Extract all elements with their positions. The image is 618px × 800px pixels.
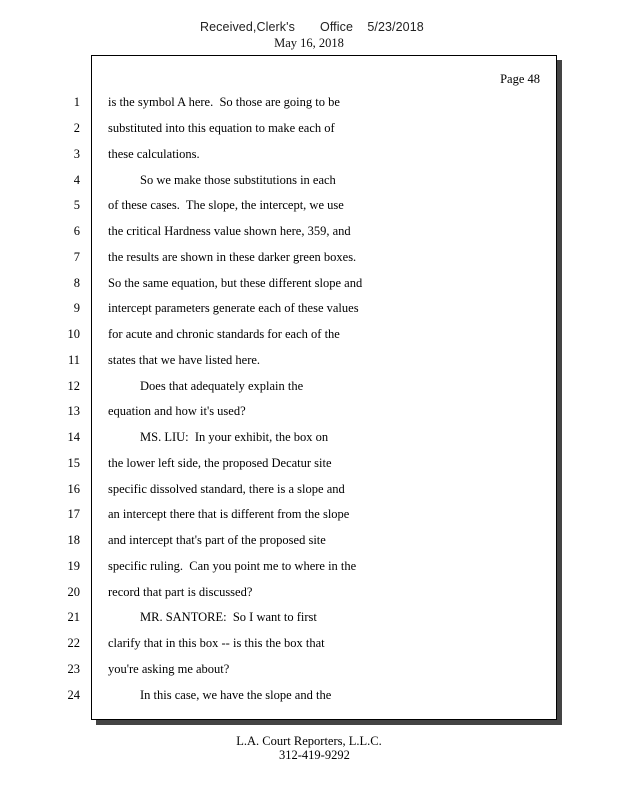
line-number: 1 [73,95,80,109]
line-number: 16 [67,482,80,496]
received-stamp: Received,Clerk's Office 5/23/2018 [200,20,424,34]
transcript-line: substituted into this equation to make each of [108,121,335,135]
line-number: 17 [67,507,80,521]
line-number: 23 [67,662,80,676]
transcript-line: an intercept there that is different from the slope [108,507,350,521]
page-number: Page 48 [500,72,540,86]
transcript-line: intercept parameters generate each of these values [108,301,359,315]
transcript-line: Does that adequately explain the [140,379,304,393]
line-number: 12 [67,379,80,393]
line-number: 19 [67,559,80,573]
transcript-line: the lower left side, the proposed Decatur site [108,456,332,470]
line-number: 13 [67,404,80,418]
line-number: 20 [67,585,80,599]
line-number: 2 [73,121,80,135]
line-number: 18 [67,533,80,547]
transcript-line: record that part is discussed? [108,585,253,599]
transcript-line: and intercept that's part of the proposed site [108,533,326,547]
line-number: 6 [73,224,80,238]
transcript-line: the critical Hardness value shown here, 359, and [108,224,351,238]
transcript-line: MS. LIU: In your exhibit, the box on [140,430,329,444]
transcript-line: you're asking me about? [108,662,230,676]
line-number: 9 [73,301,80,315]
line-number: 21 [67,610,80,624]
line-number: 7 [73,250,80,264]
transcript-line: clarify that in this box -- is this the box that [108,636,325,650]
transcript-line: So we make those substitutions in each [140,173,336,187]
transcript-line: specific dissolved standard, there is a slope and [108,482,345,496]
transcript-line: So the same equation, but these different slope and [108,276,363,290]
line-number: 4 [73,173,80,187]
transcript-line: MR. SANTORE: So I want to first [140,610,317,624]
transcript-line: equation and how it's used? [108,404,246,418]
line-number: 24 [67,688,80,702]
line-number: 15 [67,456,80,470]
line-number: 3 [73,147,80,161]
line-number: 5 [73,198,80,212]
reporter-phone: 312-419-9292 [279,748,350,762]
transcript-line: states that we have listed here. [108,353,261,367]
line-number: 10 [67,327,80,341]
transcript-line: In this case, we have the slope and the [140,688,332,702]
line-number: 8 [73,276,80,290]
reporter-company: L.A. Court Reporters, L.L.C. [236,734,382,748]
transcript-line: for acute and chronic standards for each of the [108,327,340,341]
transcript-line: of these cases. The slope, the intercept, we use [108,198,344,212]
transcript-line: the results are shown in these darker green boxes. [108,250,357,264]
transcript-line: these calculations. [108,147,200,161]
transcript-line: specific ruling. Can you point me to where in the [108,559,357,573]
line-number: 11 [67,353,80,367]
line-number: 14 [67,430,80,444]
line-number: 22 [67,636,80,650]
transcript-date: May 16, 2018 [274,36,344,50]
transcript-line: is the symbol A here. So those are going to be [108,95,340,109]
